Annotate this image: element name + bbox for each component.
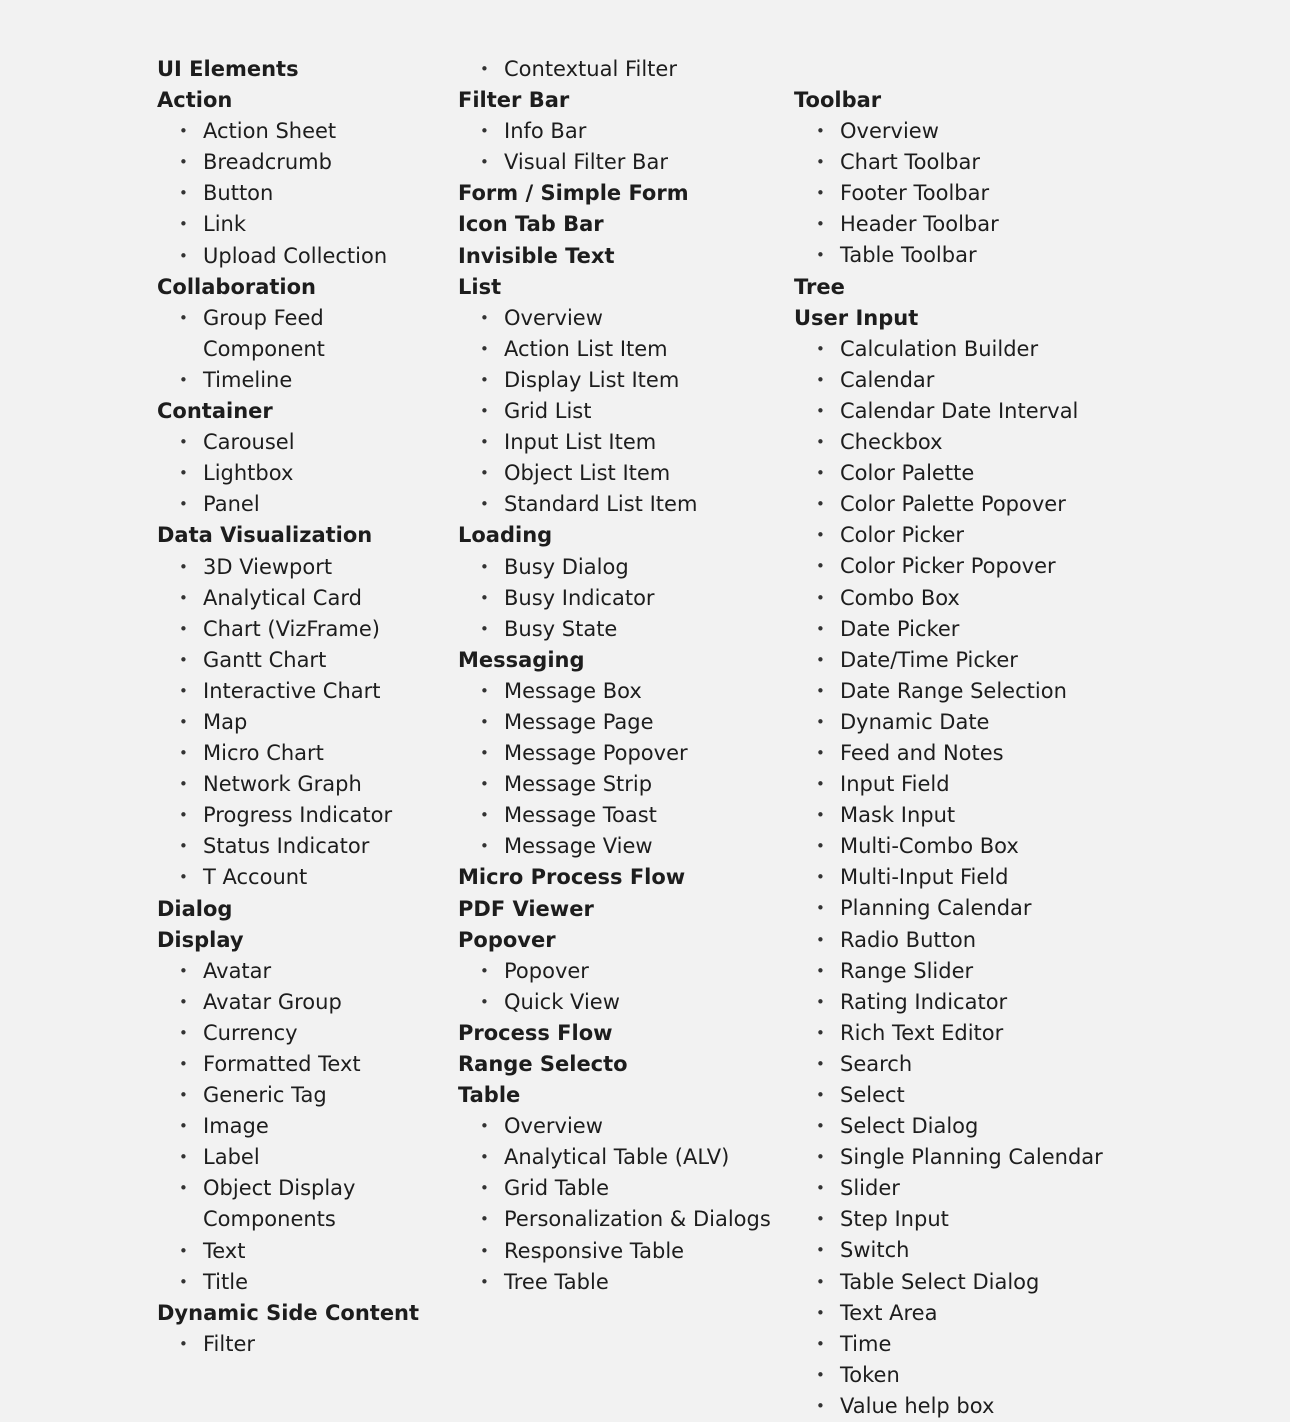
list-item: • Network Graph	[157, 769, 447, 800]
list-item: • Standard List Item	[458, 489, 788, 520]
list-item: • Slider	[794, 1173, 1154, 1204]
section-heading: Collaboration	[157, 274, 317, 299]
list-item: • Currency	[157, 1018, 447, 1049]
list-item-continuation: Component	[203, 336, 325, 361]
list-item: • Header Toolbar	[794, 209, 1154, 240]
list-item-continuation: Components	[203, 1207, 336, 1232]
section-heading: Container	[157, 399, 273, 424]
list-item: • Search	[794, 1049, 1154, 1080]
list-item: • Group Feed	[157, 303, 447, 334]
section-heading: Loading	[458, 523, 553, 548]
list-item: • Text Area	[794, 1298, 1154, 1329]
list-item: • Busy Dialog	[458, 552, 788, 583]
column-3	[794, 85, 1154, 1422]
section-heading: Filter Bar	[458, 88, 570, 113]
list-item: • Message Box	[458, 676, 788, 707]
list-item: • Color Palette Popover	[794, 489, 1154, 520]
column-1	[157, 54, 447, 1360]
list-item: • Upload Collection	[157, 241, 447, 272]
list-item: • Button	[157, 178, 447, 209]
section-heading: Tree	[794, 274, 845, 299]
list-item: • Display List Item	[458, 365, 788, 396]
list-item: • Object Display	[157, 1173, 447, 1204]
section-heading: List	[458, 274, 502, 299]
section-heading: Popover	[458, 927, 556, 952]
section-heading: Messaging	[458, 647, 585, 672]
section-heading: Data Visualization	[157, 523, 373, 548]
list-item: • Single Planning Calendar	[794, 1142, 1154, 1173]
list-item: • Title	[157, 1267, 447, 1298]
list-item: • Timeline	[157, 365, 447, 396]
section-heading: Display	[157, 927, 244, 952]
list-item: • Calendar	[794, 365, 1154, 396]
list-item: • Date Range Selection	[794, 676, 1154, 707]
list-item: • Planning Calendar	[794, 893, 1154, 924]
section-heading: UI Elements	[157, 57, 299, 81]
list-item: • Radio Button	[794, 925, 1154, 956]
list-item: • Token	[794, 1360, 1154, 1391]
list-item: • Avatar	[157, 956, 447, 987]
list-item: • Color Palette	[794, 458, 1154, 489]
list-item: • Dynamic Date	[794, 707, 1154, 738]
list-item: • Value help box	[794, 1391, 1154, 1422]
list-item: • Mask Input	[794, 800, 1154, 831]
list-item: • Popover	[458, 956, 788, 987]
list-item: • Chart Toolbar	[794, 147, 1154, 178]
section-heading: Icon Tab Bar	[458, 212, 604, 237]
list-item: • Multi-Input Field	[794, 862, 1154, 893]
list-item: • Overview	[794, 116, 1154, 147]
list-item: • Action Sheet	[157, 116, 447, 147]
section-heading: Micro Process Flow	[458, 865, 686, 890]
list-item: • Personalization & Dialogs	[458, 1204, 788, 1235]
list-item: • Contextual Filter	[458, 54, 788, 85]
section-heading: Dialog	[157, 896, 233, 921]
list-item: • Combo Box	[794, 583, 1154, 614]
section-heading: Toolbar	[794, 88, 882, 112]
list-item: • Visual Filter Bar	[458, 147, 788, 178]
list-item: • Progress Indicator	[157, 800, 447, 831]
list-item: • Color Picker	[794, 520, 1154, 551]
list-item: • Range Slider	[794, 956, 1154, 987]
section-heading: Invisible Text	[458, 243, 615, 268]
list-item: • Status Indicator	[157, 831, 447, 862]
list-item: • Select Dialog	[794, 1111, 1154, 1142]
section-heading: Table	[458, 1083, 521, 1108]
list-item: • Input List Item	[458, 427, 788, 458]
section-heading: User Input	[794, 305, 919, 330]
list-item: • Checkbox	[794, 427, 1154, 458]
list-item: • Filter	[157, 1329, 447, 1360]
list-item: • Input Field	[794, 769, 1154, 800]
list-item: • Avatar Group	[157, 987, 447, 1018]
list-item: • Info Bar	[458, 116, 788, 147]
list-item: • Chart (VizFrame)	[157, 614, 447, 645]
list-item: • Interactive Chart	[157, 676, 447, 707]
list-item: • Breadcrumb	[157, 147, 447, 178]
list-item: • Message Strip	[458, 769, 788, 800]
list-item: • Map	[157, 707, 447, 738]
list-item: • Switch	[794, 1235, 1154, 1266]
list-item: • Calculation Builder	[794, 334, 1154, 365]
list-item: • Message View	[458, 831, 788, 862]
list-item: • Table Toolbar	[794, 240, 1154, 271]
list-item: • Generic Tag	[157, 1080, 447, 1111]
list-item: • Multi-Combo Box	[794, 831, 1154, 862]
list-item: • Table Select Dialog	[794, 1267, 1154, 1298]
list-item: • Step Input	[794, 1204, 1154, 1235]
list-item: • Overview	[458, 303, 788, 334]
list-item: • Time	[794, 1329, 1154, 1360]
list-item: • 3D Viewport	[157, 552, 447, 583]
list-item: • Grid List	[458, 396, 788, 427]
list-item: • Date/Time Picker	[794, 645, 1154, 676]
list-item: • Calendar Date Interval	[794, 396, 1154, 427]
list-item: • Carousel	[157, 427, 447, 458]
list-item: • Panel	[157, 489, 447, 520]
list-item: • Footer Toolbar	[794, 178, 1154, 209]
list-item: • Busy State	[458, 614, 788, 645]
list-item: • Label	[157, 1142, 447, 1173]
list-item: • Message Popover	[458, 738, 788, 769]
list-item: • Action List Item	[458, 334, 788, 365]
section-heading: PDF Viewer	[458, 896, 594, 921]
list-item: • T Account	[157, 862, 447, 893]
section-heading: Process Flow	[458, 1020, 613, 1045]
list-item: • Gantt Chart	[157, 645, 447, 676]
list-item: • Link	[157, 209, 447, 240]
list-item: • Grid Table	[458, 1173, 788, 1204]
list-item: • Busy Indicator	[458, 583, 788, 614]
list-item: • Text	[157, 1236, 447, 1267]
list-item: • Tree Table	[458, 1267, 788, 1298]
list-item: • Date Picker	[794, 614, 1154, 645]
list-item: • Rich Text Editor	[794, 1018, 1154, 1049]
list-item: • Quick View	[458, 987, 788, 1018]
list-item: • Object List Item	[458, 458, 788, 489]
list-item: • Responsive Table	[458, 1236, 788, 1267]
list-item: • Overview	[458, 1111, 788, 1142]
list-item: • Formatted Text	[157, 1049, 447, 1080]
column-2	[458, 54, 788, 1298]
list-item: • Analytical Table (ALV)	[458, 1142, 788, 1173]
list-item: • Message Page	[458, 707, 788, 738]
list-item: • Analytical Card	[157, 583, 447, 614]
section-heading: Form / Simple Form	[458, 181, 689, 206]
list-item: • Lightbox	[157, 458, 447, 489]
section-heading: Action	[157, 88, 233, 113]
list-item: • Rating Indicator	[794, 987, 1154, 1018]
list-item: • Color Picker Popover	[794, 551, 1154, 582]
list-item: • Feed and Notes	[794, 738, 1154, 769]
section-heading: Dynamic Side Content	[157, 1300, 420, 1325]
list-item: • Image	[157, 1111, 447, 1142]
list-item: • Select	[794, 1080, 1154, 1111]
list-item: • Message Toast	[458, 800, 788, 831]
list-item: • Micro Chart	[157, 738, 447, 769]
section-heading: Range Selecto	[458, 1052, 628, 1076]
